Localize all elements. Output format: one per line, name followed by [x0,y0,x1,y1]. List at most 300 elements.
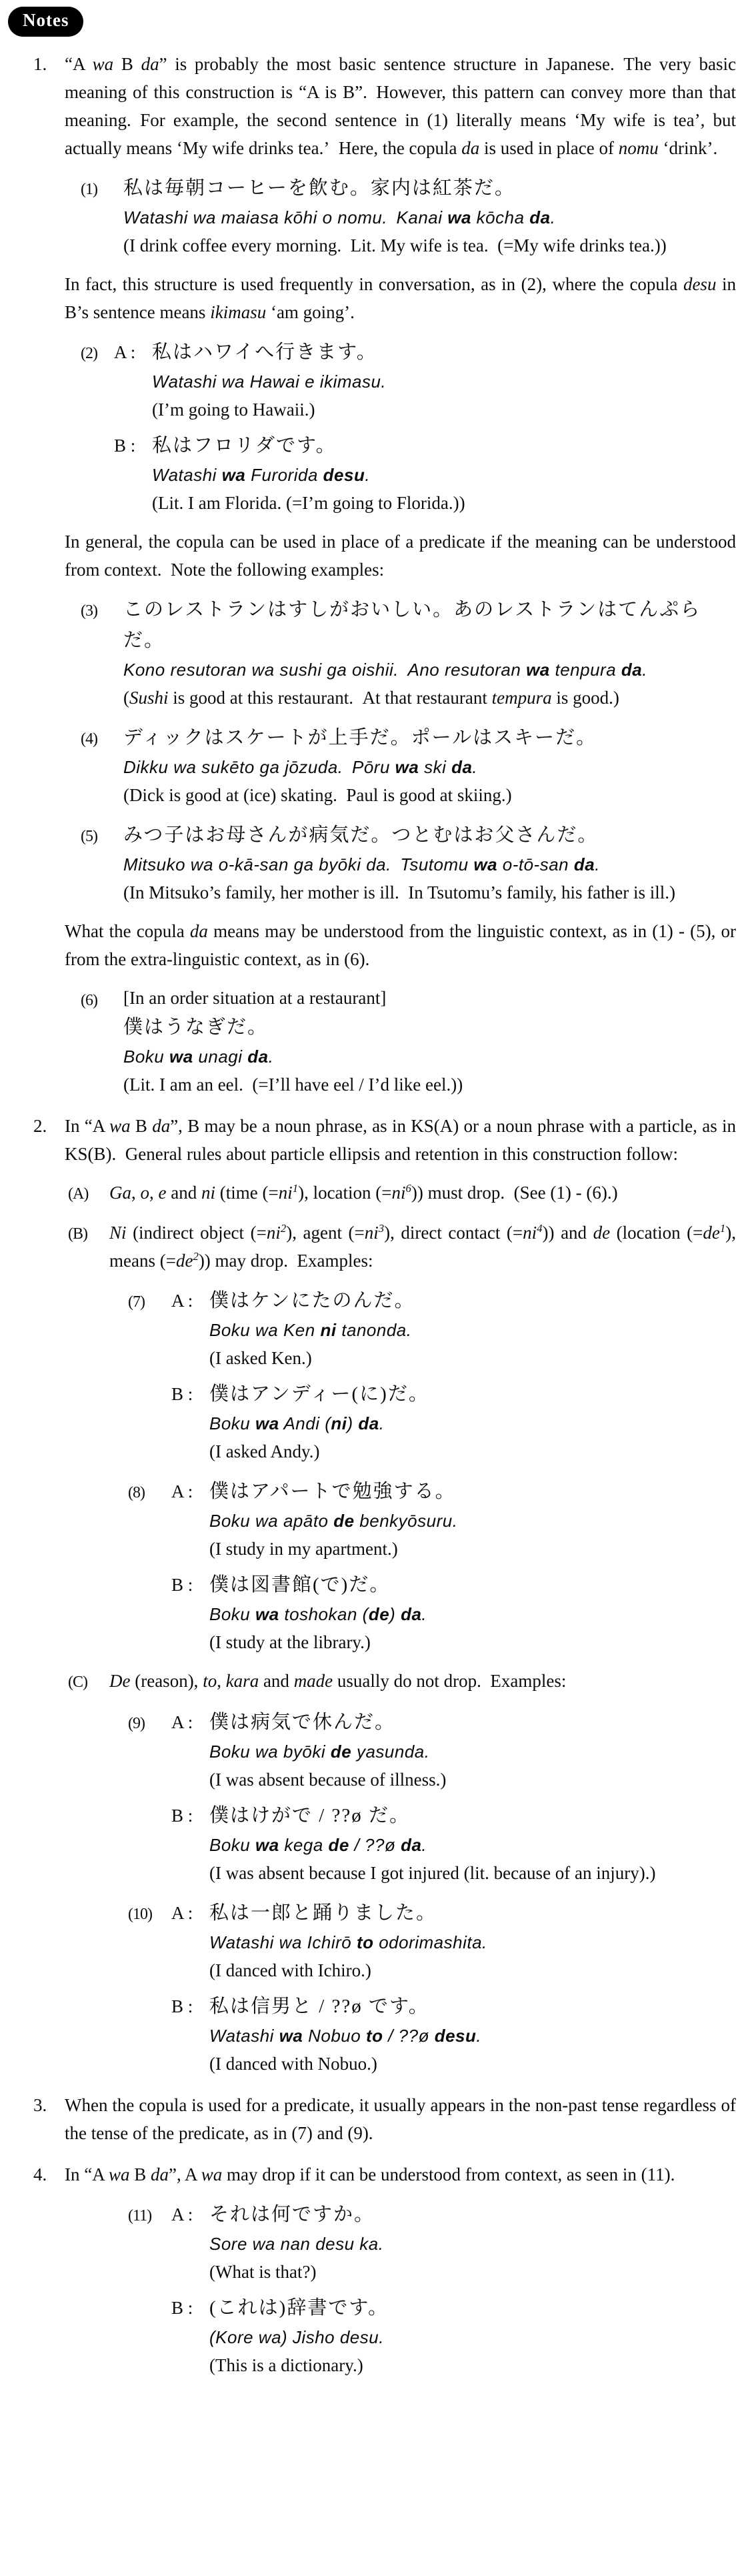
example-line-en [123,878,736,906]
text-run: wa [255,1604,279,1624]
example-line-jp [123,820,736,850]
text-run: 4 [537,1222,543,1235]
text-run: de [368,1604,390,1624]
dialog-body [171,1285,736,1465]
text-run: (Lit. I am Florida. (=I’m going to Florida.)) [152,493,465,513]
text-run: What the copula [65,921,190,941]
example-line-ro [123,753,736,781]
example-number: (3) [81,602,97,620]
example-number: (1) [81,181,97,198]
text-run: o-tō-san [497,854,574,874]
text-run: Ni [109,1223,127,1243]
example-line-en [209,2050,736,2078]
text-run: 僕はアパートで勉強する。 [209,1481,456,1502]
sub-rule-label: (A) [68,1185,89,1203]
example-dialog [128,1285,736,1465]
text-run: ), means (= [109,1223,736,1271]
text-run: ni [523,1223,537,1243]
text-run: benkyōsuru. [354,1511,458,1531]
text-run: . [365,465,371,485]
text-run: wa [279,2026,303,2046]
speaker-label: B : [171,2298,193,2318]
text-run: (reason), [130,1671,203,1691]
note-number: 4. [33,2164,47,2184]
text-run: 私はハワイへ行きます。 [152,342,377,363]
note-text [65,2091,736,2147]
text-run: tempura [491,688,552,708]
text-run: Watashi [209,2026,279,2046]
text-run: wa [526,660,550,680]
example-line-en [123,684,736,712]
dialog-turn [114,430,736,517]
text-run: (I’m going to Hawaii.) [152,400,315,420]
text-run: made [293,1671,333,1691]
text-run: may drop if it can be understood from context, as seen in (11). [222,2164,675,2184]
example [81,594,736,712]
text-run: unagi [193,1047,248,1067]
example-dialog [81,337,736,517]
example-line-en [152,489,736,517]
text-run: )) and [542,1223,593,1243]
dialog-turn [171,2199,736,2286]
speaker-label: A : [171,1481,193,1501]
example-line-ro [209,2323,736,2351]
text-run: 僕はケンにたのんだ。 [209,1290,415,1311]
speaker-label: B : [171,1996,193,2016]
dialog-turn [171,1991,736,2078]
text-run: da [529,207,551,227]
text-run: ni [201,1183,215,1203]
example [81,984,736,1099]
text-run: de [593,1223,611,1243]
text-run: to [203,1671,217,1691]
note-text [65,2160,736,2188]
text-run: 私は信男と / ??ø です。 [209,1996,429,2017]
dialog-turn [171,1476,736,1563]
text-run: . [421,1835,427,1855]
text-run: Andi ( [279,1413,331,1433]
text-run: 僕はけがで / ??ø だ。 [209,1805,411,1826]
dialog-turn-body [209,1285,736,1372]
sub-rule-item [68,1219,736,1275]
text-run: Watashi wa Hawai e ikimasu. [152,372,387,392]
example-line-ro [209,2022,736,2050]
text-run: and [259,1671,294,1691]
notes-content [33,50,736,2379]
dialog-turn [171,1707,736,1794]
text-run: When the copula is used for a predicate, it usually appears in the non-past tense regardless of the tense of the predicate, as in (7) and (9). [65,2095,736,2143]
text-run: and [166,1183,201,1203]
text-run: , [131,1183,141,1203]
text-run: yasunda. [351,1742,430,1762]
example-number: (10) [128,1906,152,1923]
example-line-ro [209,1409,736,1437]
example-number: (5) [81,828,97,845]
text-run: “A [65,54,93,74]
text-run: ディックはスケートが上手だ。ポールはスキーだ。 [123,727,597,748]
example-body [123,984,736,1099]
dialog-turn [171,1379,736,1465]
example-line-en [209,1344,736,1372]
dialog-body [171,1898,736,2078]
text-run: wa [447,207,471,227]
speaker-label: A : [114,342,136,362]
example-line-jp [209,2293,736,2323]
text-run: to [356,1932,374,1952]
text-run: , [217,1671,226,1691]
text-run: ni [320,1320,337,1340]
example-line-ro [123,203,736,231]
note-item [33,50,736,162]
text-run: da [358,1413,379,1433]
text-run: . [476,2026,482,2046]
paragraph [65,528,736,584]
text-run: 私はフロリダです。 [152,435,337,456]
example-body [123,594,736,712]
text-run: wa [201,2164,223,2184]
text-run: (Dick is good at (ice) skating. Paul is good at skiing.) [123,785,512,805]
example-body [123,173,736,259]
example-line-en [209,1535,736,1563]
text-run: 2 [280,1222,287,1235]
example-line-jp [209,1898,736,1928]
example-line-jp [123,1012,736,1043]
text-run: (I study in my apartment.) [209,1539,398,1559]
example [81,820,736,906]
text-run: Boku wa Ken [209,1320,321,1340]
example-line-jp [209,2199,736,2230]
text-run: Boku [209,1835,255,1855]
speaker-label: A : [171,2204,193,2224]
example-line-ro [123,656,736,684]
text-run: de [703,1223,720,1243]
text-run: da [451,757,473,777]
example-line-en [123,231,736,259]
example-line-jp [209,1285,736,1316]
text-run: ‘am going’. [266,302,355,322]
text-run: wa [108,2164,130,2184]
text-run: e [158,1183,167,1203]
text-run: da [461,138,480,158]
text-run: Nobuo [303,2026,366,2046]
text-run: (location (= [610,1223,703,1243]
text-run: Kono resutoran wa sushi ga oishii. Ano resutoran [123,660,527,680]
example-line-en [152,396,736,424]
text-run: ), agent (= [286,1223,365,1243]
text-run: ni [278,1183,293,1203]
text-run: toshokan ( [279,1604,369,1624]
example-line-ro [209,1507,736,1535]
text-run: wa [109,1116,131,1136]
paragraph [65,270,736,326]
speaker-label: A : [171,1291,193,1311]
text-run: wa [395,757,419,777]
example-number: (8) [128,1484,145,1501]
text-run: da [401,1604,422,1624]
dialog-body [114,337,736,517]
sub-rule-item [68,1179,736,1208]
dialog-turn [171,1569,736,1656]
dialog-turn-body [152,337,736,424]
dialog-turn-body [209,1569,736,1656]
sub-rule-item [68,1667,736,1696]
text-run: desu [683,274,717,294]
example-number: (6) [81,992,97,1009]
text-run: (I drink coffee every morning. Lit. My wife is tea. (=My wife drinks tea.)) [123,235,667,255]
text-run: ski [419,757,452,777]
note-number: 3. [33,2095,47,2115]
example [81,173,736,259]
text-run: (I study at the library.) [209,1632,371,1652]
text-run: (I was absent because of illness.) [209,1770,447,1790]
example-line-jp [152,337,736,368]
dialog-turn-body [209,1800,736,1887]
note-item [33,2160,736,2188]
example-line-en [123,1071,736,1099]
example-line-en [209,1956,736,1984]
dialog-body [171,1707,736,1887]
note-item [33,2091,736,2147]
text-run: ni [266,1223,281,1243]
dialog-body [171,2199,736,2379]
text-run: / ??ø [349,1835,401,1855]
text-run: de [175,1251,193,1271]
text-run: wa [255,1413,279,1433]
text-run: Sore wa nan desu ka. [209,2234,384,2254]
text-run: Watashi wa Ichirō [209,1932,357,1952]
example-line-en [123,781,736,809]
text-run: Boku [209,1413,255,1433]
text-run: kara [225,1671,259,1691]
text-run: wa [221,465,246,485]
text-run: )) may drop. Examples: [198,1251,373,1271]
text-run: ”, B may be a noun phrase, as in KS(A) or a noun phrase with a particle, as in KS(B). General rules about particle ellipsis and retention in this construction follow: [65,1116,737,1164]
text-run: da [621,660,643,680]
example-number: (9) [128,1715,145,1732]
dialog-body [171,1476,736,1656]
text-run: みつ子はお母さんが病気だ。つとむはお父さんだ。 [123,824,599,846]
dialog-turn-body [209,1898,736,1984]
speaker-label: B : [171,1384,193,1404]
text-run: (time (= [215,1183,279,1203]
dialog-turn-body [209,1476,736,1563]
example-body [123,820,736,906]
text-run: In fact, this structure is used frequently in conversation, as in (2), where the copula [65,274,683,294]
text-run: . [550,207,556,227]
text-run: (Kore wa) Jisho desu. [209,2327,384,2347]
text-run: B [130,1116,153,1136]
text-run: それは何ですか。 [209,2204,375,2225]
text-run: da [247,1047,269,1067]
note-item [33,1112,736,1168]
example-line-ro [209,1831,736,1859]
text-run: . [379,1413,385,1433]
example-line-jp [123,594,736,656]
sub-rule-label: (B) [68,1225,87,1243]
text-run: desu [323,465,365,485]
text-run: o [140,1183,149,1203]
text-run: wa [92,54,114,74]
text-run: ”, A [169,2164,201,2184]
note-number: 1. [33,54,47,74]
example-number: (2) [81,345,97,362]
text-run: 私は一郎と踊りました。 [209,1902,437,1924]
text-run: da [141,54,159,74]
text-run: 1 [292,1182,299,1195]
text-run: (What is that?) [209,2262,317,2282]
sub-rule-label: (C) [68,1674,87,1691]
example-line-jp [209,1991,736,2022]
text-run: ‘drink’. [658,138,718,158]
text-run: de [328,1835,349,1855]
example-line-jp [209,1800,736,1831]
text-run: ), location (= [298,1183,392,1203]
text-run: 3 [378,1222,385,1235]
text-run: is used in place of [479,138,619,158]
text-run: B [113,54,141,74]
example-line-jp [209,1569,736,1600]
text-run: 僕は病気で休んだ。 [209,1712,396,1733]
example-line-en [209,2351,736,2379]
example-line-en [209,1766,736,1794]
speaker-label: B : [171,1575,193,1595]
text-run: tanonda. [336,1320,412,1340]
text-run: )) must drop. (See (1) - (6).) [411,1183,618,1203]
text-run: ikimasu [210,302,267,322]
text-run: ) [389,1604,401,1624]
text-run: . [642,660,647,680]
example [81,722,736,809]
dialog-turn-body [209,1379,736,1465]
note-text [65,1112,736,1168]
example-line-jp [209,1476,736,1507]
example-line-ro [123,850,736,878]
speaker-label: B : [114,436,136,456]
text-run: da [573,854,595,874]
text-run: da [152,1116,171,1136]
example-line-en [209,1859,736,1887]
text-run: (I danced with Ichiro.) [209,1960,371,1980]
text-run: ni [331,1413,347,1433]
dialog-turn-body [209,1991,736,2078]
text-run: / ??ø [383,2026,435,2046]
text-run: Boku [209,1604,255,1624]
text-run: to [365,2026,383,2046]
text-run: In “A [65,1116,110,1136]
example-dialog [128,1476,736,1656]
text-run: (In Mitsuko’s family, her mother is ill. In Tsutomu’s family, his father is ill.) [123,882,676,902]
example-line-ro [209,1316,736,1344]
text-run: wa [169,1047,193,1067]
text-run: . [268,1047,274,1067]
text-run: De [109,1671,131,1691]
paragraph [65,917,736,973]
text-run: In general, the copula can be used in place of a predicate if the meaning can be understood from context. Note the following examples: [65,532,736,580]
text-run: da [151,2164,169,2184]
text-run: . [421,1604,427,1624]
text-run: このレストランはすしがおいしい。あのレストランはてんぷらだ。 [123,599,701,651]
dialog-turn-body [152,430,736,517]
text-run: 僕はうなぎだ。 [123,1017,269,1038]
example-line-ro [209,1928,736,1956]
text-run: [In an order situation at a restaurant] [123,988,387,1008]
note-text [65,50,736,162]
text-run: (Lit. I am an eel. (=I’ll have eel / I’d like eel.)) [123,1075,463,1095]
text-run: ), direct contact (= [384,1223,523,1243]
text-run: 私は毎朝コーヒーを飲む。家内は紅茶だ。 [123,177,515,199]
example-body [123,722,736,809]
text-run: . [472,757,478,777]
text-run: Mitsuko wa o-kā-san ga byōki da. Tsutomu [123,854,474,874]
text-run: , [149,1183,159,1203]
text-run: Boku [123,1047,169,1067]
dialog-turn [114,337,736,424]
text-run: (I asked Ken.) [209,1348,312,1368]
example-line-en [209,2258,736,2286]
text-run: ” is probably the most basic sentence structure in Japanese. The very basic meaning of this construction is “A is B”. However, this pattern can convey more than that meaning. For example, the second sentence in (1) literally means ‘My wife is tea’, but actually means ‘My wife drinks tea.’ Here, the copula [65,54,736,158]
text-run: odorimashita. [373,1932,487,1952]
example-line-br [123,984,736,1012]
example-line-jp [209,1379,736,1409]
text-run: Boku wa apāto [209,1511,334,1531]
text-run: de [333,1511,355,1531]
example-line-ro [209,1600,736,1628]
text-run: Watashi wa maiasa kōhi o nomu. Kanai [123,207,448,227]
text-run: 僕はアンディー(に)だ。 [209,1383,429,1405]
sub-rule-text [109,1667,736,1696]
text-run: usually do not drop. Examples: [333,1671,567,1691]
text-run: (I danced with Nobuo.) [209,2054,377,2074]
text-run: Dikku wa sukēto ga jōzuda. Pōru [123,757,395,777]
text-run: (I asked Andy.) [209,1441,320,1461]
example-number: (7) [128,1293,145,1311]
text-run: desu [434,2026,477,2046]
text-run: de [330,1742,352,1762]
text-run: wa [255,1835,279,1855]
text-run: da [189,921,208,941]
text-run: ni [364,1223,379,1243]
example-line-ro [152,461,736,489]
example-line-ro [209,1738,736,1766]
example-dialog [128,1707,736,1887]
example-line-jp [209,1707,736,1738]
example-line-ro [209,2230,736,2258]
text-run: . [595,854,600,874]
example-line-jp [123,722,736,753]
text-run: Watashi [152,465,222,485]
example-line-en [209,1628,736,1656]
example-number: (4) [81,730,97,748]
example-line-ro [123,1043,736,1071]
sub-rule-text [109,1179,736,1208]
text-run: (This is a dictionary.) [209,2355,363,2375]
text-run: 2 [193,1250,199,1263]
dialog-turn-body [209,2293,736,2379]
text-run: Sushi [129,688,169,708]
text-run: ) [347,1413,359,1433]
text-run: Ga [109,1183,131,1203]
text-run: B [129,2164,151,2184]
notes-badge: Notes [8,7,83,37]
text-run: is good at this restaurant. At that restaurant [168,688,492,708]
note-number: 2. [33,1116,47,1136]
example-dialog [128,1898,736,2078]
dialog-turn [171,2293,736,2379]
text-run: (I was absent because I got injured (lit. because of an injury).) [209,1863,656,1883]
text-run: nomu [618,138,659,158]
text-run: Furorida [245,465,323,485]
text-run: kega [279,1835,329,1855]
